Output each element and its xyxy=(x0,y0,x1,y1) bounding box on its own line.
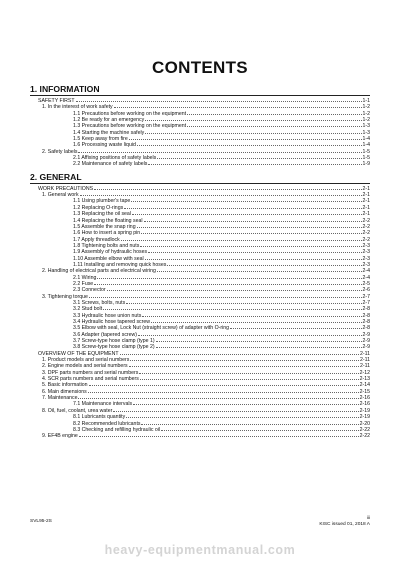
toc-entry-title: 1.1 Using plumber's tape xyxy=(73,198,131,205)
dot-leader xyxy=(114,103,362,108)
toc-entry-page: 1-2 xyxy=(362,117,370,124)
toc-entry[interactable] xyxy=(30,160,370,166)
section-heading: 1. INFORMATION xyxy=(30,84,370,96)
toc-entry-page: 1-5 xyxy=(362,155,370,162)
toc-entry-page: 2-2 xyxy=(362,223,370,230)
toc-entry-page: 2-19 xyxy=(359,407,370,414)
dot-leader xyxy=(145,116,361,121)
toc-entry-page: 2-8 xyxy=(362,306,370,313)
dot-leader xyxy=(230,324,362,329)
toc-entry-title: 1.3 Precautions before working on the equipment xyxy=(73,123,187,130)
toc-entry-title: 1.4 Starting the machine safely xyxy=(73,129,145,136)
dot-leader xyxy=(94,280,361,285)
footer-model: SVL95-2S xyxy=(30,519,52,524)
toc-entry-page: 2-7 xyxy=(362,299,370,306)
toc-entry-page: 2-14 xyxy=(359,382,370,389)
toc-entry-page: 2-1 xyxy=(362,185,370,192)
table-of-contents xyxy=(30,84,370,439)
dot-leader xyxy=(78,148,361,153)
toc-entry-page: 2-3 xyxy=(362,255,370,262)
toc-entry-page: 2-3 xyxy=(362,242,370,249)
dot-leader xyxy=(126,413,358,418)
toc-entry-title: 1.5 Keep away from fire xyxy=(73,136,128,143)
dot-leader xyxy=(151,318,362,323)
toc-entry-title: 3.2 Stud bolt xyxy=(73,306,103,313)
dot-leader xyxy=(76,97,362,102)
dot-leader xyxy=(126,299,361,304)
toc-entry-title: 3.4 Hydraulic hose tapered screw xyxy=(73,319,150,325)
dot-leader xyxy=(120,350,359,355)
dot-leader xyxy=(148,248,361,253)
toc-entry-title: 3.1 Screws, bolts, nuts xyxy=(73,299,126,306)
section-heading: 2. GENERAL xyxy=(30,172,370,184)
toc-entry-page: 1-4 xyxy=(362,136,370,143)
toc-entry-title: 1.7 Apply threadlock xyxy=(73,236,120,243)
dot-leader xyxy=(131,197,361,202)
dot-leader xyxy=(187,122,361,127)
toc-entry-title: WORK PRECAUTIONS xyxy=(38,185,94,192)
dot-leader xyxy=(88,388,359,393)
dot-leader xyxy=(97,274,361,279)
toc-entry-title: 2. Safety labels xyxy=(42,148,78,155)
toc-entry-title: 2. Engine models and serial numbers xyxy=(42,363,128,370)
dot-leader xyxy=(157,154,361,159)
dot-leader xyxy=(137,223,362,228)
toc-entry-page: 1-9 xyxy=(362,161,370,168)
toc-entry-page: 2-3 xyxy=(362,249,370,256)
toc-entry-title: 1. In the interest of work safety xyxy=(42,104,113,111)
toc-entry-page: 2-15 xyxy=(359,388,370,395)
toc-entry-title: 8. Oil, fuel, coolant, urea water xyxy=(42,407,113,414)
dot-leader xyxy=(139,369,358,374)
dot-leader xyxy=(130,356,359,361)
dot-leader xyxy=(79,432,359,437)
toc-entry-title: 2.1 Wiring xyxy=(73,274,97,281)
page-title: CONTENTS xyxy=(152,58,248,77)
toc-entry-page: 2-20 xyxy=(359,420,370,427)
toc-entry-title: 8.2 Recommended lubricants xyxy=(73,420,141,427)
toc-entry-page: 1-1 xyxy=(362,98,370,104)
dot-leader xyxy=(124,204,361,209)
toc-entry-title: 1.10 Assemble elbow with seal xyxy=(73,255,144,262)
toc-entry-title: 1.2 Be ready for an emergency xyxy=(73,117,145,124)
toc-entry-page: 2-1 xyxy=(362,198,370,205)
toc-entry-page: 2-8 xyxy=(362,325,370,332)
dot-leader xyxy=(138,331,361,336)
toc-entry-page: 1-4 xyxy=(362,142,370,149)
toc-entry-page: 2-2 xyxy=(362,217,370,224)
toc-entry-title: 1. General work xyxy=(42,192,79,199)
toc-entry-page: 2-12 xyxy=(359,369,370,376)
dot-leader xyxy=(141,229,361,234)
toc-entry-page: 2-9 xyxy=(362,331,370,338)
dot-leader xyxy=(148,160,361,165)
toc-entry-title: 9. EF4B engine xyxy=(42,433,78,440)
toc-entry-page: 2-5 xyxy=(362,280,370,287)
toc-entry-page: 2-8 xyxy=(362,312,370,319)
dot-leader xyxy=(156,337,362,342)
toc-entry-page: 2-1 xyxy=(362,211,370,218)
toc-entry-title: 3.8 Screw-type hose clamp (type 2) xyxy=(73,344,155,351)
toc-entry-page: 1-2 xyxy=(362,110,370,117)
toc-entry-page: 2-4 xyxy=(362,274,370,281)
toc-entry-title: 1.11 Installing and removing quick hoses xyxy=(73,261,167,268)
toc-entry-page: 1-2 xyxy=(362,104,370,111)
toc-entry-title: 6. Main dimensions xyxy=(42,388,87,395)
dot-leader xyxy=(141,420,358,425)
dot-leader xyxy=(145,255,362,260)
toc-entry-page: 2-11 xyxy=(360,350,370,357)
dot-leader xyxy=(94,185,361,190)
dot-leader xyxy=(89,381,359,386)
toc-entry-title: 1. Product models and serial numbers xyxy=(42,357,130,364)
dot-leader xyxy=(144,217,362,222)
dot-leader xyxy=(161,426,359,431)
toc-entry-title: 7. Maintenance xyxy=(42,395,78,402)
footer-page-number: iii xyxy=(366,516,370,521)
toc-entry-title: 1.9 Assembly of hydraulic hoses xyxy=(73,249,148,256)
toc-entry-title: 1.5 Assemble the snap ring xyxy=(73,223,136,230)
toc-entry-page: 2-2 xyxy=(362,236,370,243)
dot-leader xyxy=(157,267,362,272)
dot-leader xyxy=(142,312,361,317)
dot-leader xyxy=(140,242,361,247)
toc-entry-page: 2-19 xyxy=(359,414,370,421)
toc-entry-title: 1.2 Replacing O-rings xyxy=(73,204,124,211)
toc-entry-title: 5. Basic information xyxy=(42,382,88,389)
toc-entry-page: 1-5 xyxy=(362,148,370,155)
toc-entry-title: 2.2 Fuse xyxy=(73,280,94,287)
dot-leader xyxy=(113,407,358,412)
dot-leader xyxy=(89,293,362,298)
dot-leader xyxy=(156,343,362,348)
toc-entry-page: 2-4 xyxy=(362,268,370,275)
toc-entry-title: 1.6 How to insert a spring pin xyxy=(73,230,141,237)
toc-entry-title: OVERVIEW OF THE EQUIPMENT xyxy=(38,350,119,357)
toc-entry-page: 2-22 xyxy=(359,433,370,440)
toc-entry-title: 1.4 Replacing the floating seal xyxy=(73,217,143,224)
toc-entry-title: 3.3 Hydraulic hose union nuts xyxy=(73,312,142,319)
toc-entry-title: 3. Tightening torque xyxy=(42,293,88,300)
toc-entry-title: 8.3 Checking and refilling hydraulic oil xyxy=(73,426,161,433)
dot-leader xyxy=(133,400,358,405)
dot-leader xyxy=(78,394,358,399)
dot-leader xyxy=(107,286,362,291)
toc-entry-title: 1.3 Replacing the oil seal xyxy=(73,211,131,218)
toc-entry-title: 3. DPF parts numbers and serial numbers xyxy=(42,369,139,376)
toc-entry-title: 1.1 Precautions before working on the equipment xyxy=(73,110,187,117)
dot-leader xyxy=(129,362,359,367)
toc-entry-title: 7.1 Maintenance intervals xyxy=(73,401,133,408)
dot-leader xyxy=(140,375,359,380)
toc-entry-page: 2-8 xyxy=(362,319,370,325)
toc-entry-title: 3.6 Adapter (tapered screw) xyxy=(73,331,138,338)
toc-entry-page: 1-3 xyxy=(362,129,370,136)
watermark: heavy-equipmentmanual.com xyxy=(104,543,296,557)
dot-leader xyxy=(167,261,361,266)
toc-entry-page: 2-6 xyxy=(362,287,370,294)
toc-entry-page: 2-16 xyxy=(359,395,370,402)
toc-entry-page: 2-13 xyxy=(359,376,370,383)
toc-entry-page: 2-9 xyxy=(362,338,370,345)
toc-entry-title: 2.2 Maintenance of safety labels xyxy=(73,161,148,168)
toc-entry-page: 2-7 xyxy=(362,293,370,300)
toc-entry-page: 2-16 xyxy=(359,401,370,408)
toc-entry-page: 2-9 xyxy=(362,344,370,351)
toc-entry-title: SAFETY FIRST xyxy=(38,98,75,104)
toc-entry-page: 2-3 xyxy=(362,261,370,268)
dot-leader xyxy=(137,141,362,146)
toc-entry-page: 2-11 xyxy=(360,363,370,370)
toc-entry-title: 1.8 Tightening bolts and nuts xyxy=(73,242,140,249)
toc-entry-page: 2-22 xyxy=(359,426,370,433)
toc-entry-title: 2.3 Connector xyxy=(73,287,106,294)
toc-entry-title: 8.1 Lubricants quantity xyxy=(73,414,126,421)
dot-leader xyxy=(103,305,361,310)
toc-entry-page: 2-1 xyxy=(362,204,370,211)
toc-entry-page: 2-11 xyxy=(360,357,370,364)
toc-entry-title: 1.6 Processing waste liquid xyxy=(73,142,136,149)
dot-leader xyxy=(187,110,361,115)
footer-issue: KISC issued 01, 2018 A xyxy=(319,522,370,527)
toc-entry-page: 2-2 xyxy=(362,230,370,237)
toc-entry-title: 2.1 Affixing positions of safety labels xyxy=(73,155,157,162)
toc-entry-page: 1-3 xyxy=(362,123,370,130)
toc-entry-title: 4. SCR parts numbers and serial numbers xyxy=(42,376,139,383)
dot-leader xyxy=(129,135,362,140)
toc-entry[interactable] xyxy=(30,432,370,438)
dot-leader xyxy=(80,191,362,196)
toc-entry-title: 2. Handling of electrical parts and electrical wiring xyxy=(42,268,156,275)
dot-leader xyxy=(121,236,362,241)
toc-entry-page: 2-1 xyxy=(362,192,370,199)
footer-right xyxy=(319,516,370,528)
toc-entry-title: 3.5 Elbow with seal, Lock Nut (straight screw) of adapter with O-ring xyxy=(73,325,229,332)
dot-leader xyxy=(132,210,362,215)
dot-leader xyxy=(145,129,361,134)
toc-entry-title: 3.7 Screw-type hose clamp (type 1) xyxy=(73,338,155,345)
